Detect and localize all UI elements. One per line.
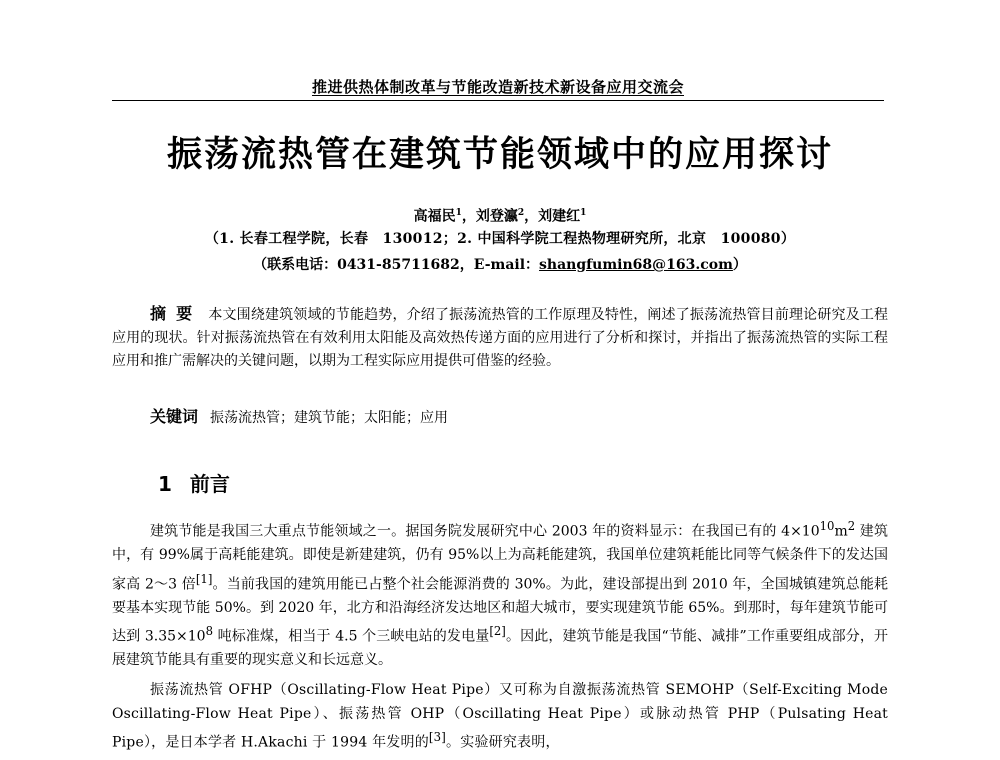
paragraph-text: 。因此，建筑节能是我国“节能、减排”工作重要组成部分，开展建筑节能具有重要的现实意义和长远意义。: [112, 628, 888, 669]
abstract-label: 摘要: [150, 304, 203, 323]
body-paragraph: [112, 679, 888, 755]
author-name: 刘登瀛: [475, 208, 518, 225]
affiliation-line: （1. 长春工程学院，长春 130012；2. 中国科学院工程热物理研究所，北京 100080）: [204, 231, 796, 247]
abstract-block: [112, 302, 888, 373]
citation-ref: [1]: [195, 571, 213, 586]
section-number: 1: [158, 472, 172, 496]
contact-suffix: ）: [732, 257, 747, 273]
abstract-text: 本文围绕建筑领域的节能趋势，介绍了振荡流热管的工作原理及特性，阐述了振荡流热管目前理论研究及工程应用的现状。针对振荡流热管在有效利用太阳能及高效热传递方面的应用进行了分析和探讨，并指出了振荡流热管的实际工程应用和推广需解决的关键问题，以期为工程实际应用提供可借鉴的经验。: [112, 307, 888, 369]
paragraph-text: m: [834, 523, 848, 540]
running-head-text: 推进供热体制改革与节能改造新技术新设备应用交流会: [311, 78, 684, 96]
paragraph-text: 。实验研究表明，: [446, 734, 560, 751]
header-rule: [112, 100, 884, 101]
running-head: [112, 78, 884, 96]
author-affiliation-mark: 1: [455, 208, 462, 218]
exponent: 2: [847, 519, 856, 533]
citation-ref: [2]: [489, 624, 506, 639]
keywords-label: 关键词: [150, 407, 199, 426]
section-title: 前言: [189, 472, 230, 496]
author-name: 高福民: [413, 208, 456, 225]
paragraph-text: 振荡流热管 OFHP（Oscillating-Flow Heat Pipe）又可称为自激振荡流热管 SEMOHP（Self-Exciting Mode Oscillating-Flow Heat Pipe）、振荡热管 OHP（Oscillating Heat Pipe）或脉动热管 PHP（Pulsating Heat Pipe），是日本学者 H.Akachi 于 1994 年发明的: [112, 682, 888, 751]
email-link[interactable]: shangfumin68@163.com: [539, 257, 733, 273]
exponent: 10: [819, 519, 835, 533]
keywords-text: 振荡流热管；建筑节能；太阳能；应用: [210, 410, 449, 426]
paper-title: 振荡流热管在建筑节能领域中的应用探讨: [166, 135, 833, 175]
section-heading: [158, 471, 230, 497]
author-name: 刘建红: [538, 208, 581, 225]
paragraph-text: 建筑节能是我国三大重点节能领域之一。据国务院发展研究中心 2003 年的资料显示：在我国已有的 4×10: [150, 523, 820, 540]
contact-prefix: （联系电话：0431-85711682，E-mail：: [253, 257, 540, 273]
paragraph-text: 吨标准煤，相当于 4.5 个三峡电站的发电量: [213, 628, 490, 645]
author-separator: ，: [524, 208, 539, 225]
author-separator: ，: [461, 208, 476, 225]
paragraph-text: 。当前我国的建筑用能已占整个社会能源消费的 30%。为此，建设部提出到 2010 年，全国城镇建筑总能耗要基本实现节能 50%。到 2020 年，北方和沿海经济发达地区和超大城市，要实现建筑节能 65%。到那时，每年建筑节能可达到 3.35×10: [112, 576, 888, 645]
keywords-block: [112, 406, 888, 429]
exponent: 8: [205, 624, 213, 639]
body-paragraph: [112, 515, 888, 673]
author-line: [0, 204, 1000, 226]
paragraph-text: 建筑中，有 99%属于高耗能建筑。即使是新建建筑，仍有 95%以上为高耗能建筑，我国单位建筑耗能比同等气候条件下的发达国家高 2～3 倍: [112, 523, 888, 593]
contact-line: [0, 256, 1000, 274]
citation-ref: [3]: [428, 730, 447, 744]
author-affiliation-mark: 2: [517, 208, 525, 218]
author-affiliation-mark: 1: [580, 208, 587, 218]
